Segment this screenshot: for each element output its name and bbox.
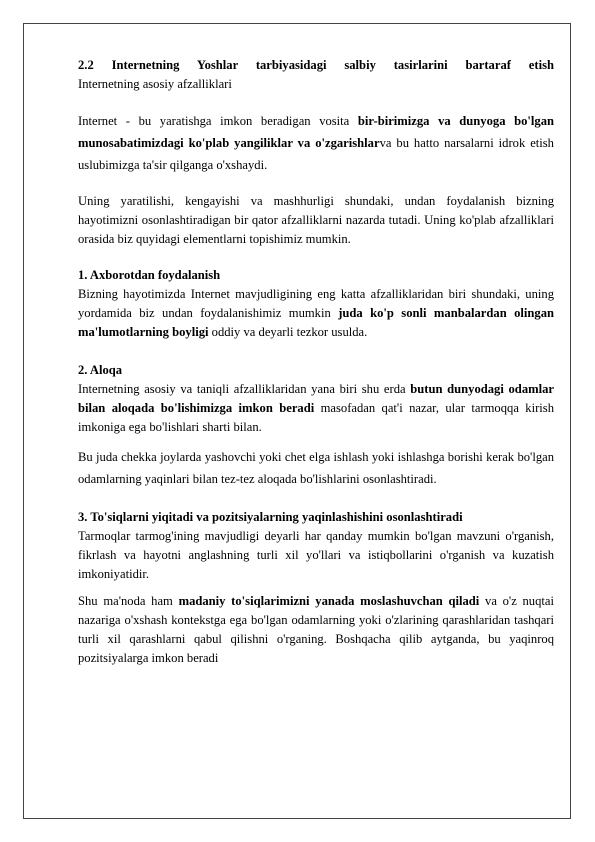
aloqa-bold-text: butun dunyodagi odamlar bilan aloqada bo'lishimizga imkon beradi	[78, 382, 554, 415]
section-title: 2.2 Internetning Yoshlar tarbiyasidagi salbiy tasirlarini bartaraf etish	[78, 58, 554, 72]
intro-text: Internet - bu yaratishga imkon beradigan vosita	[78, 114, 358, 128]
intro-paragraph	[78, 110, 554, 176]
tosiqlar-paragraph-2	[78, 592, 554, 668]
intro-bold-text: bir-birimizga va dunyoga bo'lgan munosabatimizdagi ko'plab yangiliklar va o'zgarishlar	[78, 114, 554, 150]
aloqa-paragraph-2: Bu juda chekka joylarda yashovchi yoki chet elga ishlash yoki ishlashga borishi kerak bo'lgan odamlarning yaqinlari bilan tez-tez aloqada bo'lishlarini osonlashtiradi.	[78, 450, 554, 486]
aloqa-text: Internetning asosiy va taniqli afzalliklaridan yana biri shu erda	[78, 382, 411, 396]
axborot-paragraph	[78, 285, 554, 342]
section-subtitle: Internetning asosiy afzalliklari	[78, 77, 232, 91]
tosiqlar-bold-text: madaniy to'siqlarimizni yanada moslashuvchan qiladi	[178, 594, 480, 608]
document-body	[78, 56, 554, 668]
axborot-text: Bizning hayotimizda Internet mavjudligining eng katta afzalliklaridan biri shundaki, uning yordamida biz undan foydalanishimiz mumkin	[78, 287, 554, 320]
tosiqlar-paragraph-1: Tarmoqlar tarmog'ining mavjudligi deyarli har qanday mumkin bo'lgan mavzuni o'rganish, fikrlash va hayotni anglashning turli xil yo'llari va istiqbollarini o'rganish va kuzatish imkoniyatidir.	[78, 529, 554, 581]
axborot-bold-text: juda ko'p sonli manbalardan olingan ma'lumotlarning boyligi	[78, 306, 554, 339]
intro-text-end: va bu hatto narsalarni idrok etish uslubimizga ta'sir qilganga o'xshaydi.	[78, 136, 554, 172]
aloqa-text-end: masofadan qat'i nazar, ular tarmoqqa kirish imkoniga ega bo'lishlari sharti bilan.	[78, 401, 554, 434]
aloqa-paragraph	[78, 380, 554, 437]
heading-tosiqlar: 3. To'siqlarni yiqitadi va pozitsiyalarning yaqinlashishini osonlashtiradi	[78, 510, 463, 524]
tosiqlar-text: Shu ma'noda ham	[78, 594, 179, 608]
heading-aloqa: 2. Aloqa	[78, 363, 123, 377]
tosiqlar-text-end: va o'z nuqtai nazariga o'xshash kontekstga ega bo'lgan odamlarning yoki o'zlarining qarashlaridan tashqari turli xil qarashlarni qabul qilishni o'rganing. Boshqacha qilib aytganda, bu yaqinroq pozitsiyalarga imkon beradi	[78, 594, 554, 665]
advantages-paragraph: Uning yaratilishi, kengayishi va mashhurligi shundaki, undan foydalanish bizning hayotimizni osonlashtiradigan bir qator afzalliklarni nazarda tutadi. Uning ko'plab afzalliklari orasida biz quyidagi elementlarni topishimiz mumkin.	[78, 194, 554, 246]
axborot-text-end: oddiy va deyarli tezkor usulda.	[208, 325, 368, 339]
heading-axborot: 1. Axborotdan foydalanish	[78, 268, 221, 282]
